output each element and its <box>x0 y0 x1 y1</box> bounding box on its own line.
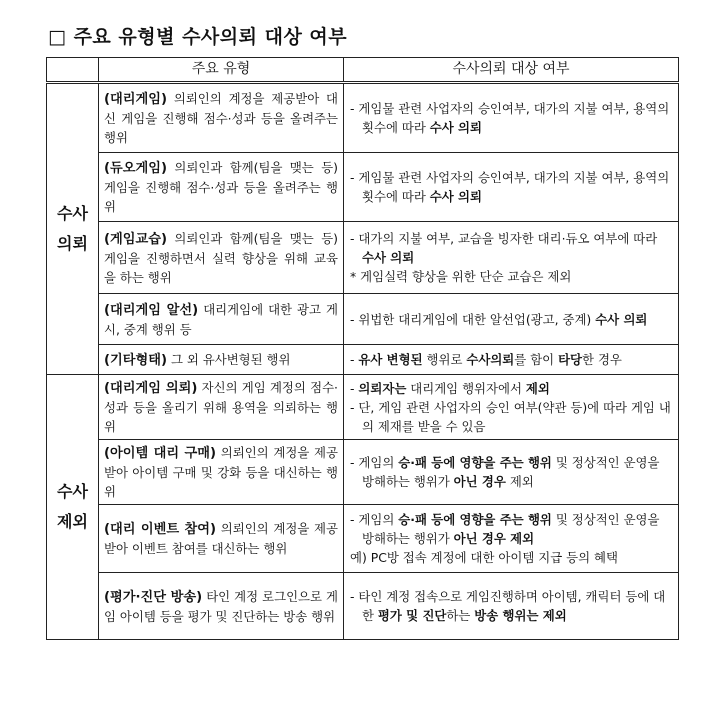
header-target: 수사의뢰 대상 여부 <box>344 58 679 83</box>
type-text: 의뢰인의 계정을 제공받아 대신 게임을 진행해 점수·성과 등을 올려주는 행위 <box>104 91 338 145</box>
desc-line: - 위법한 대리게임에 대한 알선업(광고, 중계) 수사 의뢰 <box>350 311 648 327</box>
type-label: (기타형태) <box>104 352 168 368</box>
desc-cell <box>344 440 679 505</box>
type-label: (듀오게임) <box>104 161 168 176</box>
category-investigate-line1: 수사 <box>57 204 88 223</box>
table-row <box>47 153 679 222</box>
type-label: (대리게임 알선) <box>104 302 199 318</box>
type-cell <box>99 294 344 345</box>
desc-cell <box>344 83 679 153</box>
category-investigate-line2: 의뢰 <box>57 234 88 253</box>
desc-cell <box>344 294 679 345</box>
type-text: 의뢰인의 계정을 제공받아 아이템 구매 및 강화 등을 대신하는 행위 <box>104 445 338 499</box>
type-label: (대리게임) <box>104 92 168 107</box>
table-row <box>47 345 679 375</box>
desc-example: 예) PC방 접속 계정에 대한 아이템 지급 등의 혜택 <box>350 550 618 565</box>
desc-line: - 단, 게임 관련 사업자의 승인 여부(약관 등)에 따라 게임 내의 제재를 받을 수 있음 <box>350 399 671 434</box>
table-row <box>47 440 679 505</box>
table-row <box>47 505 679 573</box>
type-cell <box>99 222 344 294</box>
desc-cell <box>344 153 679 222</box>
table-row <box>47 375 679 440</box>
desc-cell <box>344 345 679 375</box>
type-cell <box>99 83 344 153</box>
type-text: 의뢰인과 함께(팀을 맺는 등) 게임을 진행하면서 실력 향상을 위해 교육을 하는 행위 <box>104 230 338 285</box>
type-cell <box>99 375 344 440</box>
table-row <box>47 573 679 640</box>
desc-cell <box>344 222 679 294</box>
category-investigate <box>47 83 99 375</box>
desc-cell <box>344 505 679 573</box>
desc-line: - 게임물 관련 사업자의 승인여부, 대가의 지불 여부, 용역의 횟수에 따라 수사 의뢰 <box>350 101 670 135</box>
category-exclude-line1: 수사 <box>57 482 88 501</box>
table-row <box>47 83 679 153</box>
category-exclude <box>47 375 99 640</box>
desc-line: - 게임의 승·패 등에 영향을 주는 행위 및 정상적인 운영을 방해하는 행위가 아닌 경우 제외 <box>350 512 660 546</box>
desc-line: - 게임물 관련 사업자의 승인여부, 대가의 지불 여부, 용역의 횟수에 따라 수사 의뢰 <box>350 170 670 204</box>
table-row <box>47 222 679 294</box>
type-text: 타인 계정 로그인으로 게임 아이템 등을 평가 및 진단하는 방송 행위 <box>104 588 338 624</box>
type-cell <box>99 573 344 640</box>
desc-cell <box>344 573 679 640</box>
desc-line: - 타인 계정 접속으로 게임진행하며 아이템, 캐릭터 등에 대한 평가 및 진단하는 방송 행위는 제외 <box>350 589 666 623</box>
desc-line: - 의뢰자는 대리게임 행위자에서 제외 <box>350 380 550 396</box>
type-text: 자신의 게임 계정의 점수·성과 등을 올리기 위해 용역을 의뢰하는 행위 <box>104 380 338 434</box>
type-text: 대리게임에 대한 광고 게시, 중계 행위 등 <box>104 301 338 337</box>
table-row <box>47 294 679 345</box>
category-exclude-line2: 제외 <box>57 512 88 531</box>
type-cell <box>99 505 344 573</box>
header-blank <box>47 58 99 83</box>
desc-line: - 대가의 지불 여부, 교습을 빙자한 대리·듀오 여부에 따라 수사 의뢰 <box>350 231 658 265</box>
type-label: (대리 이벤트 참여) <box>104 522 217 537</box>
type-text: 그 외 유사변형된 행위 <box>167 351 291 367</box>
header-row <box>47 58 679 83</box>
type-label: (아이템 대리 구매) <box>104 446 217 461</box>
type-text: 의뢰인의 계정을 제공받아 이벤트 참여를 대신하는 행위 <box>104 521 338 556</box>
page-title: □ 주요 유형별 수사의뢰 대상 여부 <box>48 26 348 48</box>
header-type: 주요 유형 <box>99 58 344 83</box>
type-label: (대리게임 의뢰) <box>104 381 198 396</box>
desc-line: - 유사 변형된 행위로 수사의뢰를 함이 타당한 경우 <box>350 352 622 367</box>
desc-line: - 게임의 승·패 등에 영향을 주는 행위 및 정상적인 운영을 방해하는 행위가 아닌 경우 제외 <box>350 455 660 489</box>
type-label: (게임교습) <box>104 231 168 247</box>
type-cell <box>99 153 344 222</box>
type-text: 의뢰인과 함께(팀을 맺는 등) 게임을 진행해 점수·성과 등을 올려주는 행위 <box>104 160 338 214</box>
investigation-table <box>46 57 679 640</box>
type-cell <box>99 345 344 375</box>
type-label: (평가·진단 방송) <box>104 589 203 605</box>
type-cell <box>99 440 344 505</box>
desc-note: * 게임실력 향상을 위한 단순 교습은 제외 <box>350 269 572 284</box>
desc-cell <box>344 375 679 440</box>
